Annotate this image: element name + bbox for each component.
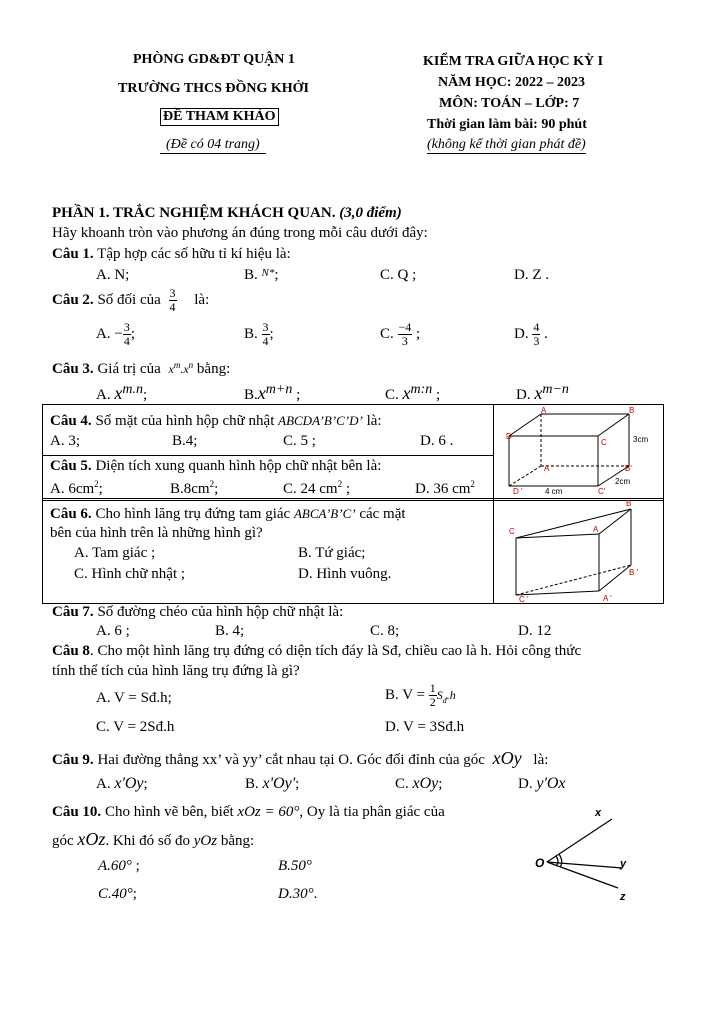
- prism-vertex-a: A: [593, 525, 599, 534]
- q3-option-a[interactable]: A. $x^{m.n}$;: [96, 382, 148, 403]
- question-4: Câu 4. Số mặt của hình hộp chữ nhật ABCDA’B’C’D’ là:: [50, 413, 382, 429]
- vertex-d1: D ': [513, 487, 523, 496]
- question-3: Câu 3. Giá trị của $x^m.x^n$ bằng:: [52, 360, 231, 377]
- q1-option-b[interactable]: B. $^{N*}$;: [244, 267, 279, 283]
- q2-option-c[interactable]: C. $\frac{-4}{3}$ ;: [380, 320, 421, 348]
- page-count: (Đề có 04 trang): [160, 137, 266, 154]
- cuboid-figure: [493, 405, 661, 498]
- q8-option-a[interactable]: A. V = Sđ.h;: [96, 690, 172, 706]
- question-10-line2: góc xOz. Khi đó số đo yOz bằng:: [52, 829, 255, 849]
- q1-option-d[interactable]: D. Z .: [514, 267, 549, 283]
- vertex-b: B: [629, 406, 635, 415]
- prism-figure: [493, 499, 661, 602]
- q9-option-b[interactable]: B. x'Oy';: [245, 775, 300, 792]
- q8-option-b[interactable]: B. V = $\frac{1}{2}$ $S_đ.h$: [385, 681, 456, 709]
- vertex-c1: C': [598, 487, 606, 496]
- q6-option-b[interactable]: B. Tứ giác;: [298, 545, 366, 561]
- school-year: NĂM HỌC: 2022 – 2023: [438, 75, 585, 90]
- question-6: Câu 6. Cho hình lăng trụ đứng tam giác ABCA’B’C’ các mặt: [50, 506, 406, 522]
- q7-option-d[interactable]: D. 12: [518, 623, 552, 639]
- question-7: Câu 7. Số đường chéo của hình hộp chữ nhật là:: [52, 604, 344, 620]
- dim-length: 4 cm: [545, 487, 563, 496]
- q5-option-c[interactable]: C. 24 $cm^2$ ;: [283, 479, 351, 497]
- duration-note: (không kể thời gian phát đề): [427, 137, 586, 152]
- dim-width: 2cm: [615, 477, 631, 486]
- q5-option-b[interactable]: $B.8cm^2$;: [170, 479, 219, 497]
- q4-option-b[interactable]: B.4;: [172, 433, 198, 449]
- question-6-line2: bên của hình trên là những hình gì?: [50, 525, 263, 541]
- q4-option-d[interactable]: D. 6 .: [420, 433, 454, 449]
- question-5: Câu 5. Diện tích xung quanh hình hộp chữ nhật bên là:: [50, 458, 382, 474]
- vertex-b1: B': [625, 464, 632, 473]
- q9-option-c[interactable]: C. xOy;: [395, 775, 443, 792]
- exam-type-label: ĐỀ THAM KHẢO: [160, 108, 279, 126]
- part1-instruction: Hãy khoanh tròn vào phương án đúng trong mỗi câu dưới đây:: [52, 225, 428, 241]
- q10-option-d[interactable]: D.30°.: [278, 886, 318, 902]
- prism-vertex-c1: C ': [519, 595, 529, 602]
- subject: MÔN: TOÁN – LỚP: 7: [439, 96, 580, 111]
- q3-option-b[interactable]: $B.x^{m+n}$ ;: [244, 382, 301, 403]
- part1-heading: PHẦN 1. TRẮC NGHIỆM KHÁCH QUAN. (3,0 điểm): [52, 205, 402, 221]
- q2-option-d[interactable]: D. $\frac{4}{3}$ .: [514, 320, 548, 348]
- q8-option-c[interactable]: C. V = 2Sđ.h: [96, 719, 175, 735]
- question-2: Câu 2. Số đối của $\frac{3}{4}$ là:: [52, 286, 210, 314]
- q4-option-c[interactable]: C. 5 ;: [283, 433, 316, 449]
- dim-height: 3cm: [633, 435, 649, 444]
- question-8: Câu 8. Cho một hình lăng trụ đứng có diện tích đáy là Sđ, chiều cao là h. Hỏi công thức: [52, 643, 582, 659]
- ray-z-label: z: [620, 891, 626, 903]
- q10-option-c[interactable]: C.40°;: [98, 886, 137, 902]
- prism-vertex-b: B: [626, 499, 632, 508]
- q7-option-c[interactable]: C. 8;: [370, 623, 400, 639]
- q9-option-d[interactable]: D. y'Ox: [518, 775, 566, 792]
- q7-option-a[interactable]: A. 6 ;: [96, 623, 130, 639]
- ray-y-label: y: [620, 858, 627, 870]
- q1-option-a[interactable]: A. N;: [96, 267, 130, 283]
- school-name: TRƯỜNG THCS ĐỒNG KHỞI: [118, 81, 309, 96]
- q7-option-b[interactable]: B. 4;: [215, 623, 245, 639]
- question-10: Câu 10. Cho hình vẽ bên, biết xOz = 60°, Oy là tia phân giác của: [52, 804, 445, 820]
- q10-option-b[interactable]: B.50°: [278, 858, 312, 874]
- q10-option-a[interactable]: A.60° ;: [98, 858, 140, 874]
- q6-option-a[interactable]: A. Tam giác ;: [74, 545, 156, 561]
- q5-option-a[interactable]: A. $6cm^2$;: [50, 479, 103, 497]
- dept-name: PHÒNG GD&ĐT QUẬN 1: [133, 52, 295, 67]
- q4-option-a[interactable]: A. 3;: [50, 433, 80, 449]
- duration: Thời gian làm bài: 90 phút: [427, 117, 587, 132]
- vertex-c: C: [601, 438, 607, 447]
- ray-x-label: x: [595, 807, 602, 819]
- prism-vertex-a1: A ': [603, 594, 612, 602]
- vertex-a: A: [541, 406, 547, 415]
- q8-option-d[interactable]: D. V = 3Sđ.h: [385, 719, 465, 735]
- q5-option-d[interactable]: D. 36 $cm^2$: [415, 479, 475, 497]
- question-9: Câu 9. Hai đường thẳng xx’ và yy’ cắt nhau tại O. Góc đối đỉnh của góc xOy là:: [52, 748, 549, 768]
- vertex-a1: A ': [544, 464, 553, 473]
- angle-figure: [530, 800, 640, 906]
- q1-option-c[interactable]: C. Q ;: [380, 267, 417, 283]
- question-1: Câu 1. Tập hợp các số hữu tỉ kí hiệu là:: [52, 246, 291, 262]
- q2-option-a[interactable]: A. − $\frac{3}{4}$ ;: [96, 320, 135, 348]
- q3-option-d[interactable]: D. $x^{m-n}$: [516, 382, 569, 403]
- question-8-line2: tính thể tích của hình lăng trụ đứng là gì?: [52, 663, 300, 679]
- q9-option-a[interactable]: A. x'Oy;: [96, 775, 148, 792]
- q6-option-c[interactable]: C. Hình chữ nhật ;: [74, 566, 186, 582]
- q2-option-b[interactable]: B. $\frac{3}{4}$ ;: [244, 320, 274, 348]
- prism-vertex-b1: B ': [629, 568, 639, 577]
- exam-title: KIỂM TRA GIỮA HỌC KỲ I: [423, 54, 604, 69]
- vertex-d: D: [506, 432, 512, 441]
- point-o: O: [535, 856, 545, 870]
- q3-option-c[interactable]: C. $x^{m:n}$ ;: [385, 382, 441, 403]
- q6-option-d[interactable]: D. Hình vuông.: [298, 566, 392, 582]
- prism-vertex-c: C: [509, 527, 515, 536]
